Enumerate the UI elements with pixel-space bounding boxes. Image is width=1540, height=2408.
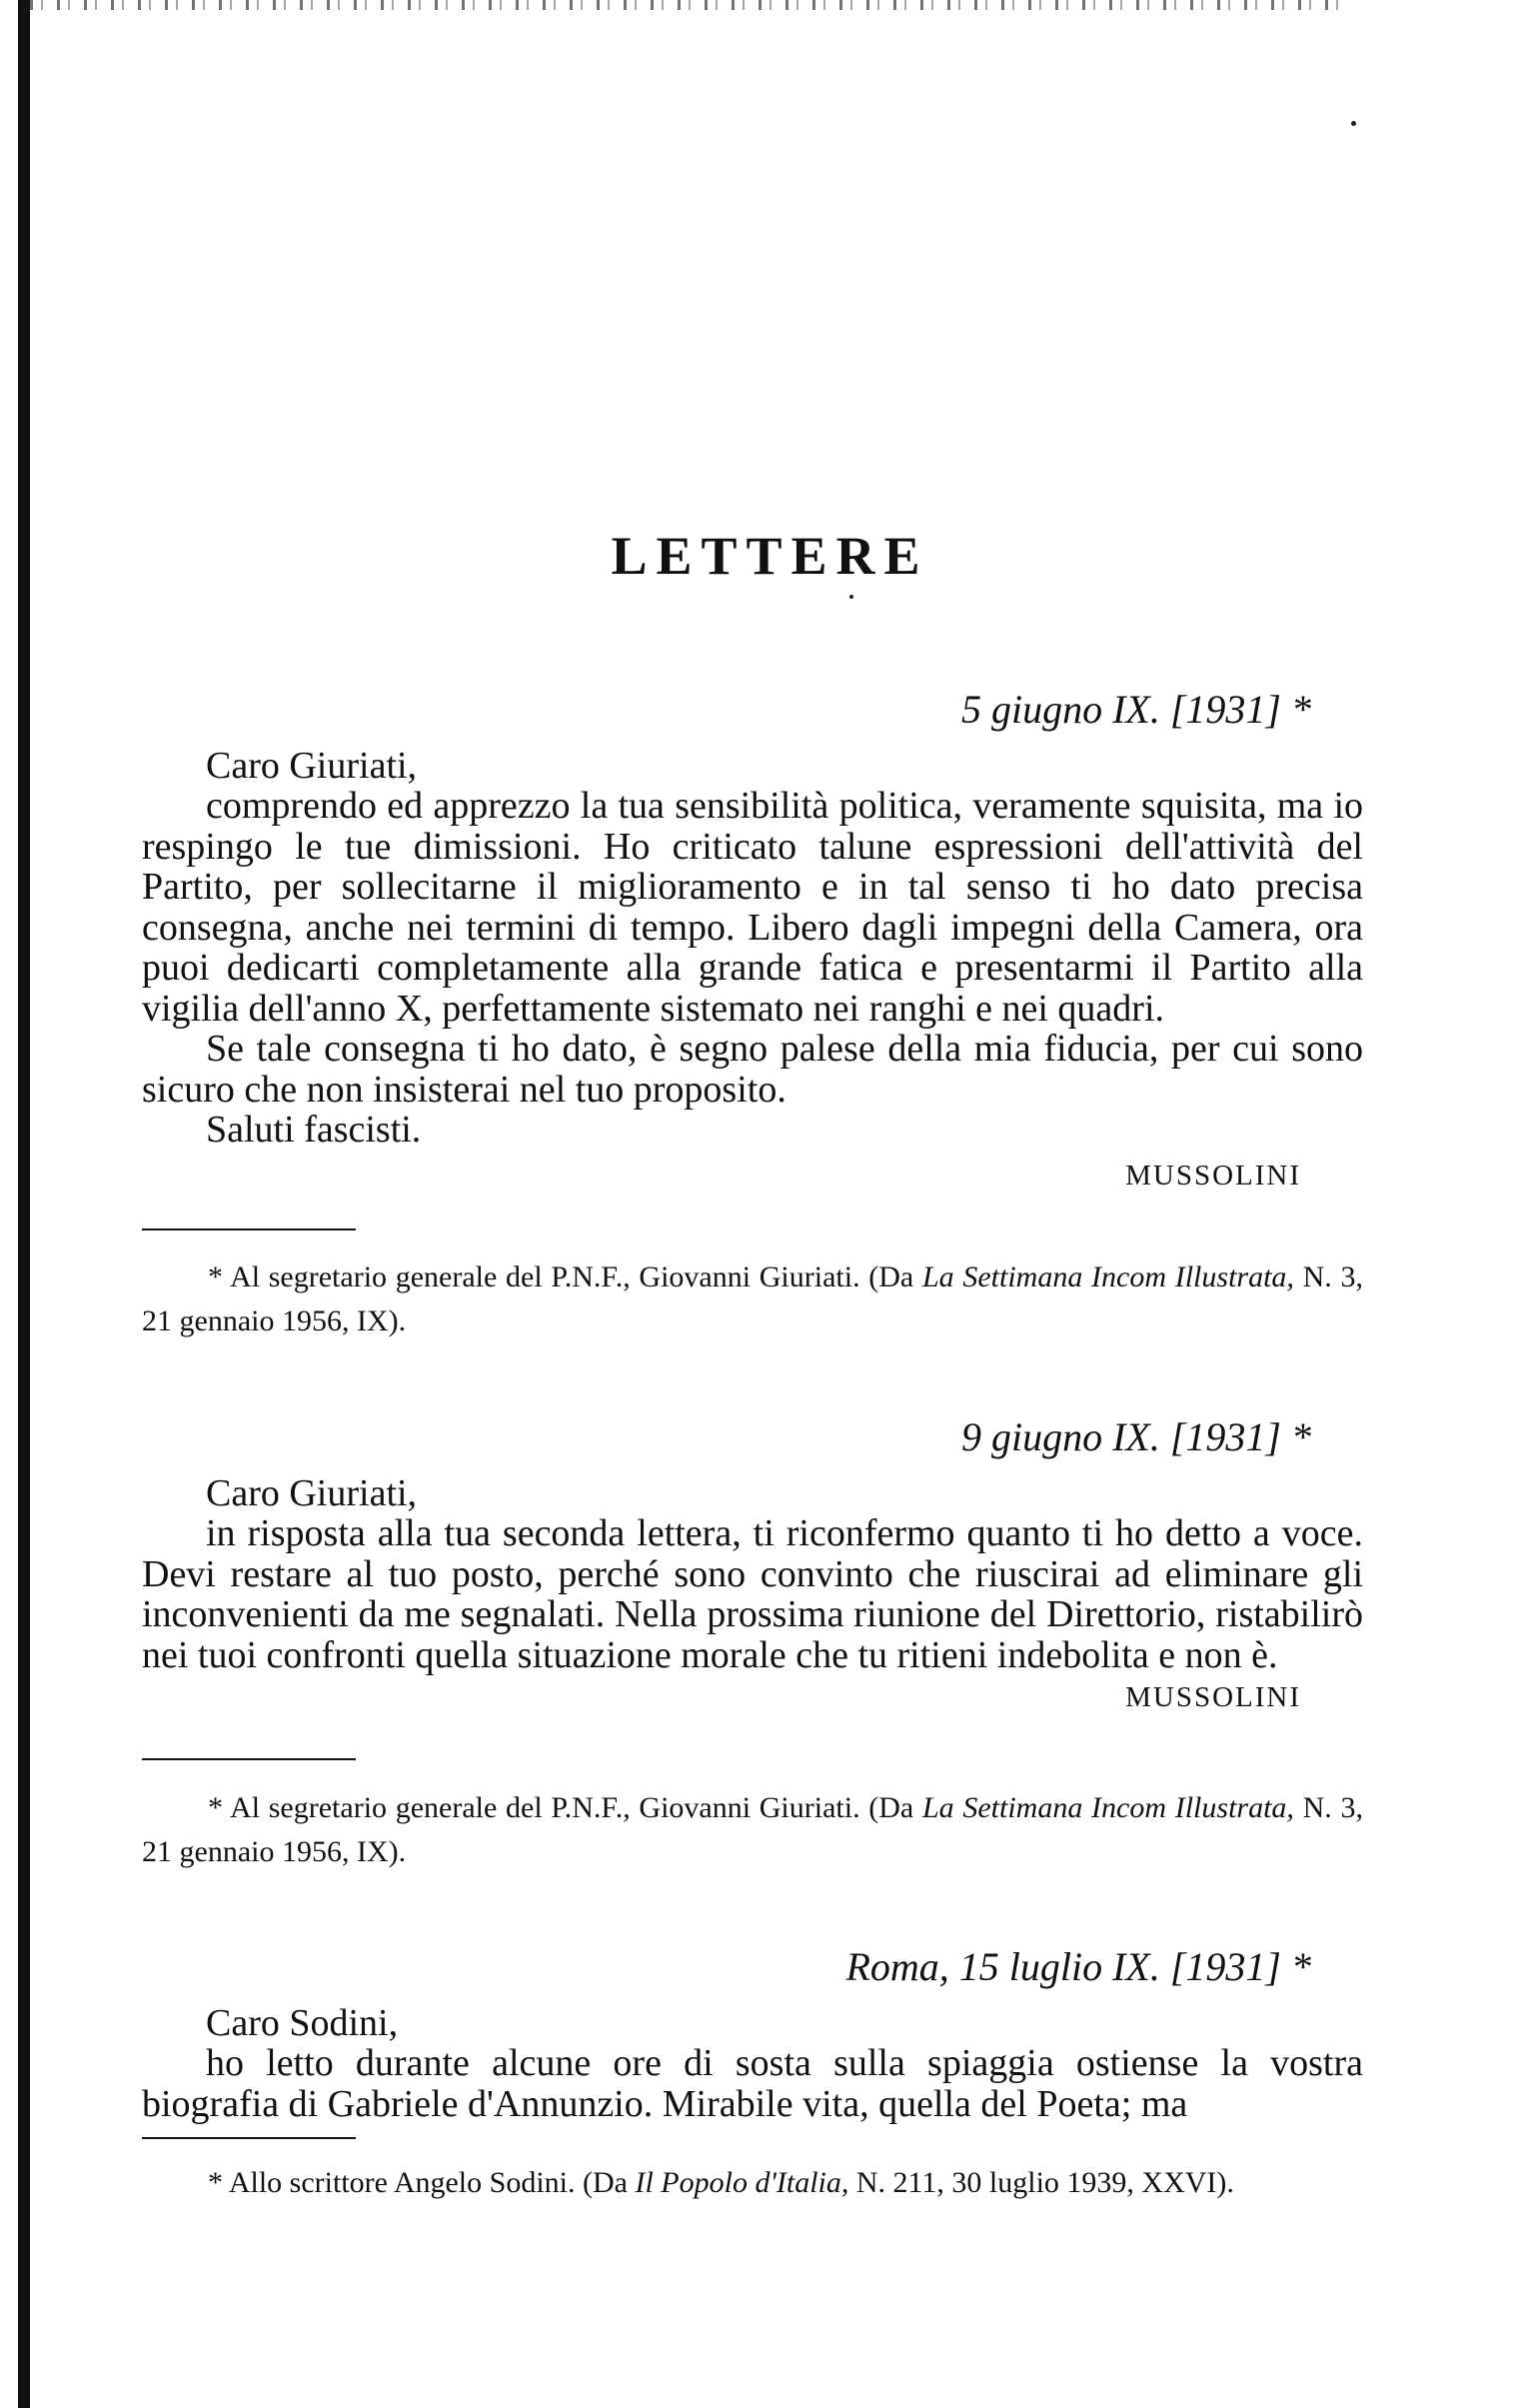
footnote-2 [142, 1786, 1363, 1874]
letter-date: 5 giugno IX. [1931] * [961, 687, 1311, 732]
letter-salutation: Caro Sodini, [206, 2002, 399, 2044]
letter-body [142, 2043, 1363, 2124]
letter-body [142, 1513, 1363, 1675]
footnote-text: * Al segretario generale del P.N.F., Giovanni Giuriati. (Da [208, 1791, 922, 1824]
footnote-rule [142, 1228, 356, 1230]
footnote-source: La Settimana Incom Illustrata, [921, 1791, 1294, 1824]
footnote-text: * Al segretario generale del P.N.F., Giovanni Giuriati. (Da [208, 1260, 922, 1293]
letter-salutation: Caro Giuriati, [206, 1472, 418, 1514]
scan-speck [849, 595, 853, 599]
letter-date: 9 giugno IX. [1931] * [961, 1414, 1311, 1459]
letter-salutation: Caro Giuriati, [206, 745, 418, 787]
scan-noise [30, 0, 1349, 10]
footnote-rule [142, 2137, 356, 2139]
letter-signature: MUSSOLINI [1125, 1160, 1301, 1192]
scan-speck [1351, 121, 1356, 126]
footnote-citation: N. 3, 21 gennaio 1956, IX). [142, 1260, 1364, 1337]
footnote-source: Il Popolo d'Italia, [635, 2166, 849, 2199]
letter-closing: Saluti fascisti. [206, 1109, 422, 1151]
letter-body [142, 786, 1363, 1110]
letter-paragraph: ho letto durante alcune ore di sosta sulla spiaggia ostiense la vostra biografia di Gabriele d'Annunzio. Mirabile vita, quella del Poeta; ma [142, 2042, 1363, 2125]
letter-paragraph: Se tale consegna ti ho dato, è segno palese della mia fiducia, per cui sono sicuro che non insisterai nel tuo proposito. [142, 1028, 1363, 1111]
footnote-3 [142, 2161, 1363, 2205]
footnote-citation: N. 3, 21 gennaio 1956, IX). [142, 1791, 1364, 1868]
footnote-source: La Settimana Incom Illustrata, [921, 1260, 1294, 1293]
letter-date: Roma, 15 luglio IX. [1931] * [845, 1944, 1311, 1989]
footnote-citation: N. 211, 30 luglio 1939, XXVI). [848, 2166, 1234, 2199]
letter-signature: MUSSOLINI [1125, 1681, 1301, 1713]
letter-3 [142, 1943, 1363, 2124]
page-title: LETTERE [611, 526, 929, 586]
footnote-1 [142, 1255, 1363, 1343]
letter-2 [142, 1413, 1363, 1717]
footnote-text: * Allo scrittore Angelo Sodini. (Da [208, 2166, 636, 2199]
letter-paragraph: in risposta alla tua seconda lettera, ti riconfermo quanto ti ho detto a voce. Devi restare al tuo posto, perché sono convinto che riuscirai ad eliminare gli inconvenienti da me segnalati. Nella prossima riunione del Direttorio, ristabilirò nei tuoi confronti quella situazione morale che tu ritieni indebolita e non è. [142, 1512, 1363, 1676]
letter-1 [142, 686, 1363, 1196]
footnote-rule [142, 1758, 356, 1760]
letter-paragraph: comprendo ed apprezzo la tua sensibilità politica, veramente squisita, ma io respingo le tue dimissioni. Ho criticato talune espressioni dell'attività del Partito, per sollecitarne il miglioramento e in tal senso ti ho dato precisa consegna, anche nei termini di tempo. Libero dagli impegni della Camera, ora puoi dedicarti completamente alla grande fatica e presentarmi il Partito alla vigilia dell'anno X, perfettamente sistemato nei ranghi e nei quadri. [142, 785, 1363, 1030]
binding-edge [18, 0, 30, 2408]
